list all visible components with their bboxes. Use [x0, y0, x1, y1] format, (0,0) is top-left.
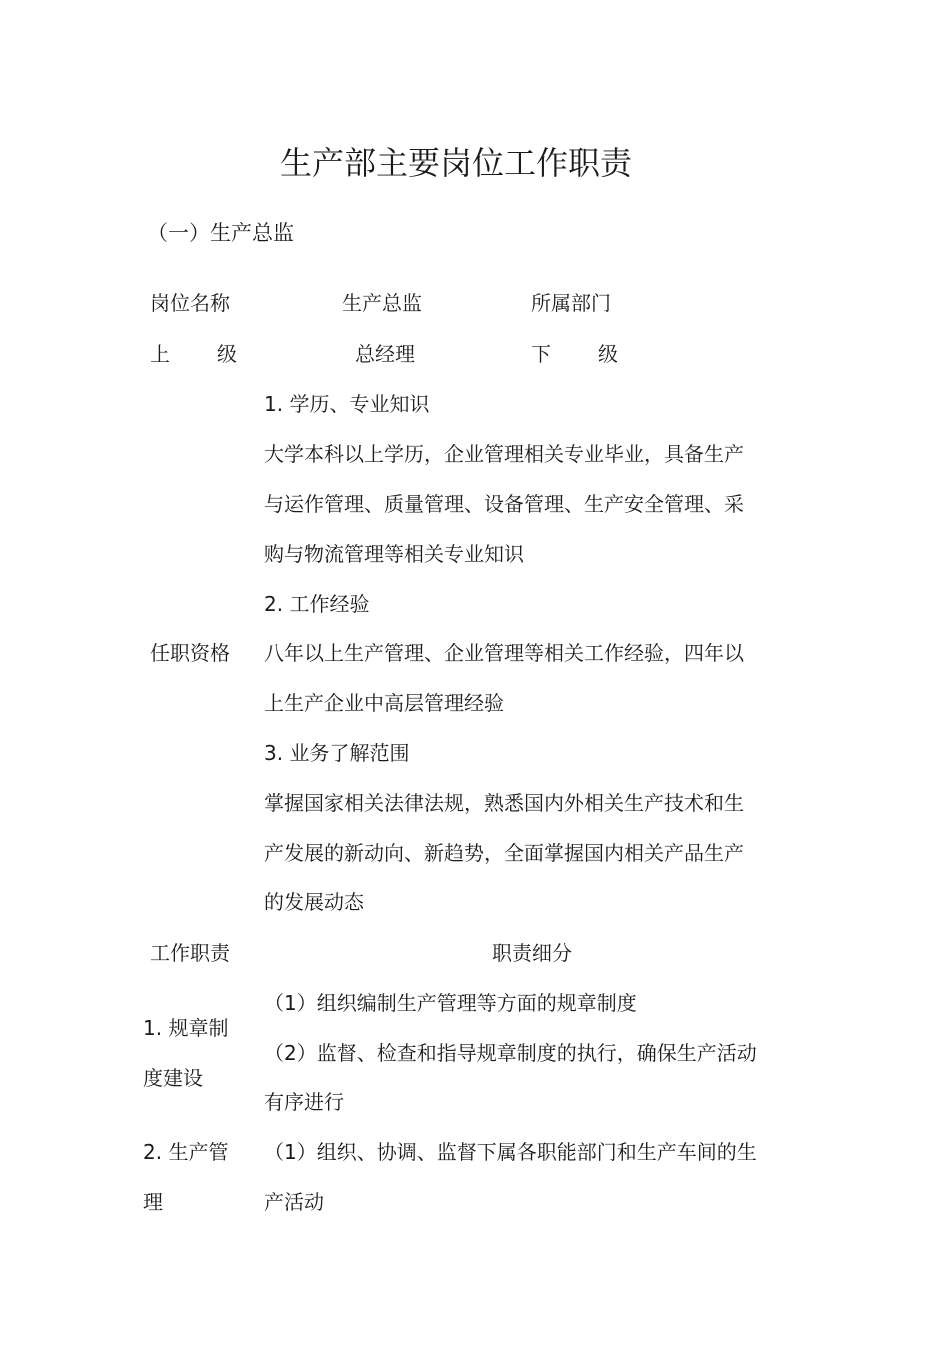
duty-category: 度建设 — [143, 1066, 203, 1090]
superior-label-char2: 级 — [217, 342, 237, 366]
duty-category: 1. 规章制 — [143, 1016, 229, 1040]
duty-detail-line: （1）组织、协调、监督下属各职能部门和生产车间的生 — [264, 1140, 757, 1164]
qualification-line: 与运作管理、质量管理、设备管理、生产安全管理、采 — [264, 492, 744, 516]
qualification-line: 八年以上生产管理、企业管理等相关工作经验，四年以 — [264, 641, 744, 665]
qualification-line: 掌握国家相关法律法规，熟悉国内外相关生产技术和生 — [264, 791, 744, 815]
department-label: 所属部门 — [531, 291, 611, 315]
subordinate-label-char2: 级 — [598, 342, 618, 366]
duty-detail-line: 有序进行 — [264, 1090, 344, 1114]
position-name-value: 生产总监 — [342, 291, 422, 315]
duties-header-right: 职责细分 — [492, 941, 572, 965]
superior-label-char1: 上 — [150, 342, 170, 366]
superior-value: 总经理 — [355, 342, 415, 366]
qualification-line: 上生产企业中高层管理经验 — [264, 691, 504, 715]
qualification-line: 1. 学历、专业知识 — [264, 392, 430, 416]
document-title: 生产部主要岗位工作职责 — [279, 144, 632, 182]
duty-category: 2. 生产管 — [143, 1140, 229, 1164]
qualification-line: 的发展动态 — [264, 890, 364, 914]
duty-detail-line: （2）监督、检查和指导规章制度的执行，确保生产活动 — [264, 1041, 757, 1065]
qualification-line: 购与物流管理等相关专业知识 — [264, 542, 524, 566]
qualifications-label: 任职资格 — [150, 641, 230, 665]
subordinate-label-char1: 下 — [531, 342, 551, 366]
position-name-label: 岗位名称 — [150, 291, 230, 315]
duty-detail-line: 产活动 — [264, 1190, 324, 1214]
qualification-line: 3. 业务了解范围 — [264, 741, 410, 765]
qualification-line: 产发展的新动向、新趋势，全面掌握国内相关产品生产 — [264, 841, 744, 865]
duties-header-left: 工作职责 — [150, 941, 230, 965]
qualification-line: 2. 工作经验 — [264, 592, 370, 616]
qualification-line: 大学本科以上学历，企业管理相关专业毕业，具备生产 — [264, 442, 744, 466]
section-heading: （一）生产总监 — [147, 221, 294, 245]
duty-detail-line: （1）组织编制生产管理等方面的规章制度 — [264, 991, 637, 1015]
duty-category: 理 — [143, 1190, 163, 1214]
